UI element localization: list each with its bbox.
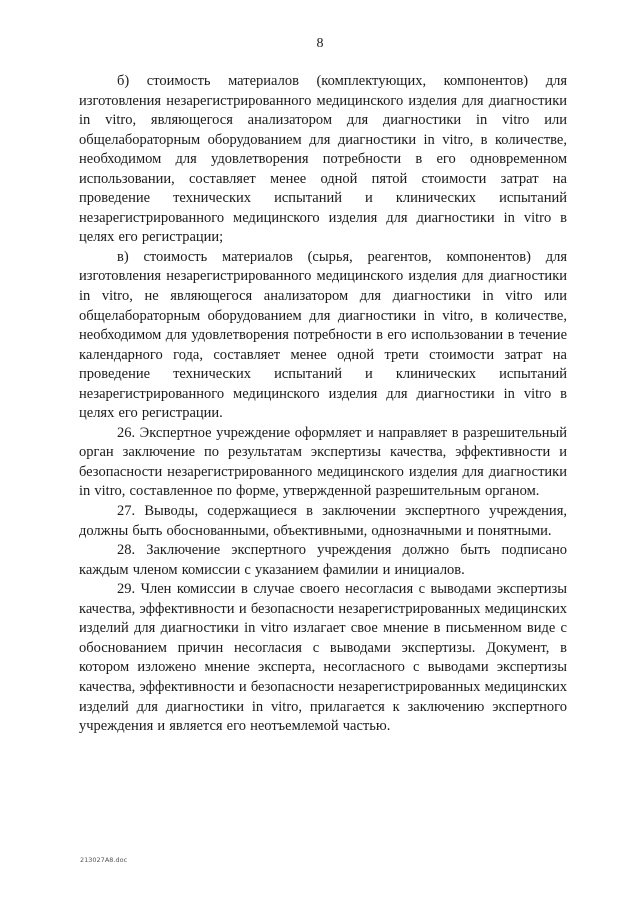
paragraph-28: 28. Заключение экспертного учреждения должно быть подписано каждым членом комиссии с указанием фамилии и инициалов. xyxy=(79,542,567,578)
page-number: 8 xyxy=(316,36,324,51)
paragraph-26: 26. Экспертное учреждение оформляет и направляет в разрешительный орган заключение по результатам экспертизы качества, эффективности и безопасности незарегистрированного медицинского изделия для диагностики in vitro, составленное по форме, утвержденной разрешительным органом. xyxy=(79,424,567,500)
document-body xyxy=(79,72,567,737)
paragraph-29: 29. Член комиссии в случае своего несогласия с выводами экспертизы качества, эффективности и безопасности незарегистрированных медицинских изделий для диагностики in vitro излагает свое мнение в письменном виде с обоснованием причин несогласия с выводами экспертизы. Документ, в котором изложено мнение эксперта, несогласного с выводами экспертизы качества, эффективности и безопасности незарегистрированных медицинских изделий для диагностики in vitro, прилагается к заключению экспертного учреждения и является его неотъемлемой частью. xyxy=(79,581,567,735)
paragraph-item-v: в) стоимость материалов (сырья, реагентов, компонентов) для изготовления незарегистрированного медицинского изделия для диагностики in vitro, не являющегося анализатором для диагностики in vitro или общелабораторным оборудованием для диагностики in vitro, в количестве, необходимом для удовлетворения потребности в его использовании в течение календарного года, составляет менее одной трети стоимости затрат на проведение технических испытаний и клинических испытаний незарегистрированного медицинского изделия для диагностики in vitro в целях его регистрации. xyxy=(79,248,567,422)
paragraph-27: 27. Выводы, содержащиеся в заключении экспертного учреждения, должны быть обоснованными, объективными, однозначными и понятными. xyxy=(79,503,567,539)
document-filename-footer: 213027А8.doc xyxy=(80,856,128,864)
paragraph-item-b: б) стоимость материалов (комплектующих, компонентов) для изготовления незарегистрированного медицинского изделия для диагностики in vitro, являющегося анализатором для диагностики in vitro или общелабораторным оборудованием для диагностики in vitro, в количестве, необходимом для удовлетворения потребности в его одновременном использовании, составляет менее одной пятой стоимости затрат на проведение технических испытаний и клинических испытаний незарегистрированного медицинского изделия для диагностики in vitro в целях его регистрации; xyxy=(79,73,567,246)
